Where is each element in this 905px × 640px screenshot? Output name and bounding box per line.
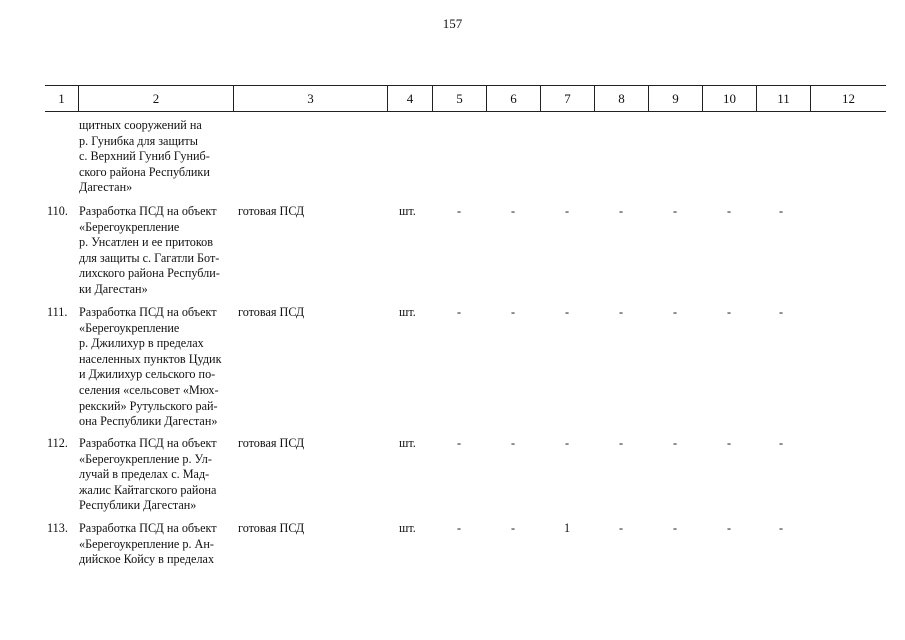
text-line: Разработка ПСД на объект: [79, 204, 217, 218]
row-unit: шт.: [399, 521, 416, 535]
row-value-col-6: -: [510, 521, 516, 535]
text-line: ского района Республики: [79, 164, 210, 179]
header-col-9: 9: [649, 86, 703, 111]
header-col-6: 6: [487, 86, 541, 111]
row-number: 113.: [47, 521, 68, 535]
text-line: щитных сооружений на: [79, 118, 202, 132]
row-result: готовая ПСД: [238, 204, 305, 218]
row-description: [79, 305, 232, 430]
row-value-col-7: -: [564, 204, 570, 218]
text-line: р. Гунибка для защиты: [79, 133, 198, 148]
row-value-col-8: -: [618, 521, 624, 535]
row-number: 112.: [47, 436, 68, 450]
row-value-col-11: -: [778, 204, 784, 218]
header-col-4: 4: [388, 86, 433, 111]
row-value-col-6: -: [510, 305, 516, 319]
text-line: Дагестан»: [79, 180, 133, 195]
text-line: ки Дагестан»: [79, 281, 148, 296]
row-description: [79, 521, 232, 568]
row-value-col-5: -: [456, 305, 462, 319]
text-line: «Берегоукрепление: [79, 320, 180, 335]
header-col-7: 7: [541, 86, 595, 111]
header-col-10: 10: [703, 86, 757, 111]
text-line: она Республики Дагестан»: [79, 414, 218, 429]
text-line: селения «сельсовет «Мюх-: [79, 382, 219, 397]
header-col-5: 5: [433, 86, 487, 111]
row-value-col-11: -: [778, 305, 784, 319]
row-value-col-7: -: [564, 436, 570, 450]
row-description: [79, 436, 232, 514]
row-value-col-5: -: [456, 204, 462, 218]
row-value-col-9: -: [672, 521, 678, 535]
text-line: с. Верхний Гуниб Гуниб-: [79, 149, 210, 164]
header-col-1: 1: [45, 86, 79, 111]
row-value-col-6: -: [510, 436, 516, 450]
text-line: лучай в пределах с. Мад-: [79, 467, 210, 482]
text-line: рекский» Рутульского рай-: [79, 398, 218, 413]
header-col-2: 2: [79, 86, 234, 111]
row-result: готовая ПСД: [238, 436, 305, 450]
page-number: 157: [442, 16, 463, 31]
text-line: лихского района Республи-: [79, 266, 220, 281]
text-line: Республики Дагестан»: [79, 498, 197, 513]
row-unit: шт.: [399, 204, 416, 218]
text-line: жалис Кайтагского района: [79, 482, 217, 497]
text-line: «Берегоукрепление р. Ан-: [79, 536, 214, 551]
header-col-11: 11: [757, 86, 811, 111]
row-value-col-8: -: [618, 204, 624, 218]
row-value-col-5: -: [456, 521, 462, 535]
header-col-12: 12: [842, 91, 855, 106]
row-value-col-7: -: [564, 305, 570, 319]
row-value-col-11: -: [778, 436, 784, 450]
row-value-col-8: -: [618, 305, 624, 319]
row-value-col-7: 1: [563, 521, 571, 535]
text-line: Разработка ПСД на объект: [79, 436, 217, 450]
row-value-col-9: -: [672, 305, 678, 319]
text-line: и Джилихур сельского по-: [79, 367, 216, 382]
row-value-col-10: -: [726, 305, 732, 319]
text-line: р. Унсатлен и ее притоков: [79, 235, 213, 250]
row-number: 110.: [47, 204, 68, 218]
header-col-3: 3: [234, 86, 388, 111]
row-value-col-9: -: [672, 436, 678, 450]
row-result: готовая ПСД: [238, 305, 305, 319]
carry-over-text: [79, 118, 232, 196]
row-description: [79, 204, 232, 298]
text-line: «Берегоукрепление р. Ул-: [79, 451, 212, 466]
table-header: [45, 85, 886, 112]
row-value-col-9: -: [672, 204, 678, 218]
row-value-col-6: -: [510, 204, 516, 218]
row-unit: шт.: [399, 436, 416, 450]
text-line: для защиты с. Гагатли Бот-: [79, 250, 220, 265]
text-line: дийское Койсу в пределах: [79, 552, 215, 567]
text-line: населенных пунктов Цудик: [79, 351, 222, 366]
text-line: Разработка ПСД на объект: [79, 305, 217, 319]
text-line: Разработка ПСД на объект: [79, 521, 217, 535]
header-col-8: 8: [595, 86, 649, 111]
row-number: 111.: [47, 305, 68, 319]
row-value-col-5: -: [456, 436, 462, 450]
row-value-col-10: -: [726, 521, 732, 535]
row-value-col-11: -: [778, 521, 784, 535]
row-value-col-10: -: [726, 204, 732, 218]
row-value-col-8: -: [618, 436, 624, 450]
row-unit: шт.: [399, 305, 416, 319]
row-result: готовая ПСД: [238, 521, 305, 535]
row-value-col-10: -: [726, 436, 732, 450]
text-line: «Берегоукрепление: [79, 219, 180, 234]
text-line: р. Джилихур в пределах: [79, 336, 204, 351]
